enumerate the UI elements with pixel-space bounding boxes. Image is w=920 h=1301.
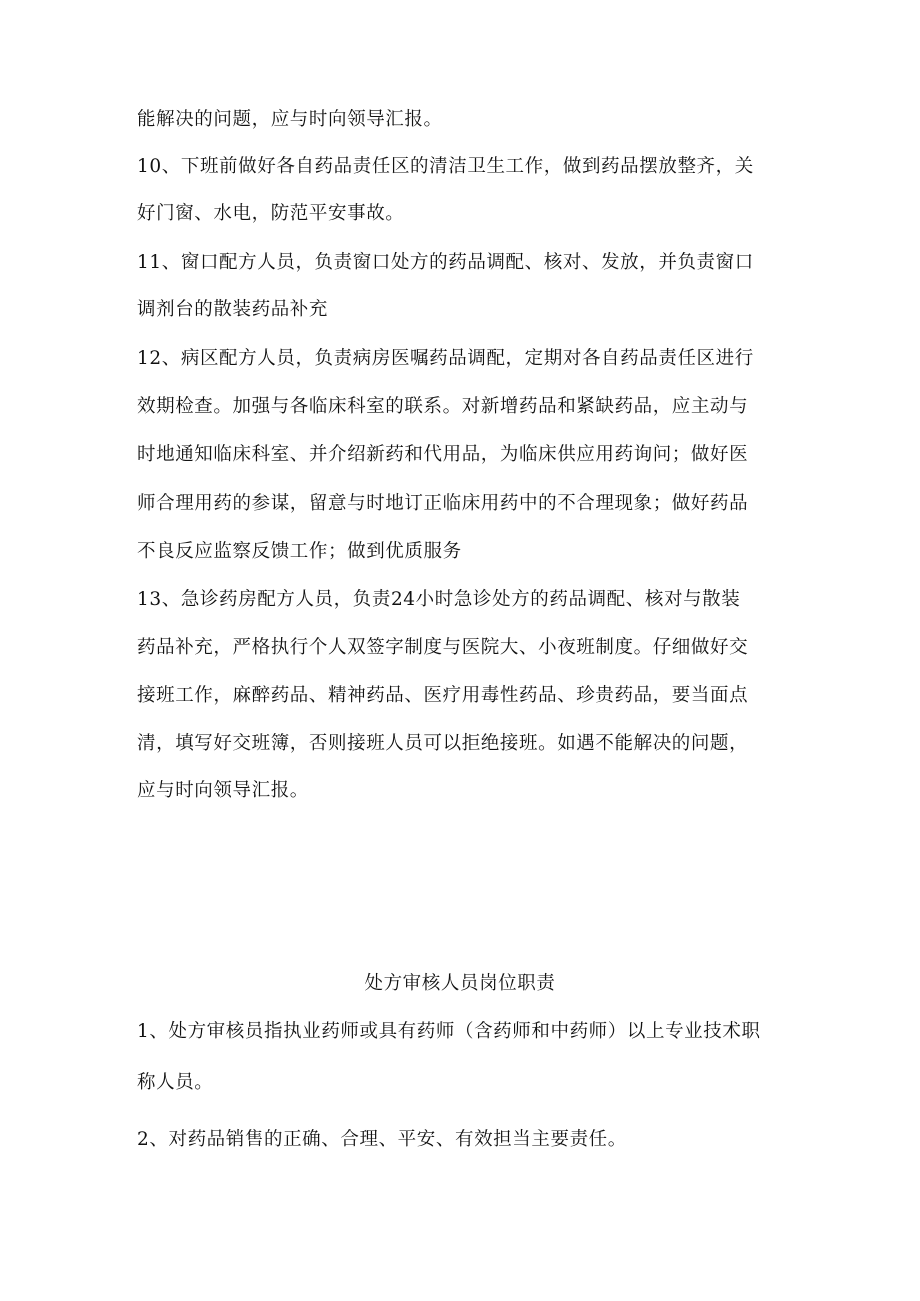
text-line: 应与时向领导汇报。 — [137, 780, 309, 801]
text-line: 师合理用药的参谋，留意与时地订正临床用药中的不合理现象；做好药品 — [137, 493, 749, 514]
text-line: 清，填写好交班簿，否则接班人员可以拒绝接班。如遇不能解决的问题， — [137, 733, 749, 754]
text-line: 称人员。 — [137, 1072, 214, 1093]
text-line: 时地通知临床科室、并介绍新药和代用品，为临床供应用药询问；做好医 — [137, 444, 749, 465]
text-line: 能解决的问题，应与时向领导汇报。 — [137, 109, 443, 130]
text-line: 12、病区配方人员，负责病房医嘱药品调配，定期对各自药品责任区进行 — [137, 348, 754, 369]
text-line: 效期检查。加强与各临床科室的联系。对新增药品和紧缺药品，应主动与 — [137, 396, 749, 417]
text-line: 不良反应监察反馈工作；做到优质服务 — [137, 541, 462, 562]
text-line: 好门窗、水电，防范平安事故。 — [137, 203, 405, 224]
text-line: 13、急诊药房配方人员，负责24小时急诊处方的药品调配、核对与散装 — [137, 589, 741, 610]
text-line: 1、处方审核员指执业药师或具有药师（含药师和中药师）以上专业技术职 — [137, 1021, 761, 1042]
text-line: 10、下班前做好各自药品责任区的清洁卫生工作，做到药品摆放整齐，关 — [137, 156, 754, 177]
text-line: 2、对药品销售的正确、合理、平安、有效担当主要责任。 — [137, 1129, 627, 1150]
text-line: 接班工作，麻醉药品、精神药品、医疗用毒性药品、珍贵药品，要当面点 — [137, 685, 749, 706]
text-line: 11、窗口配方人员，负责窗口处方的药品调配、核对、发放，并负责窗口 — [137, 252, 754, 273]
text-line: 药品补充，严格执行个人双签字制度与医院大、小夜班制度。仔细做好交 — [137, 637, 749, 658]
section-title: 处方审核人员岗位职责 — [364, 973, 556, 994]
text-line: 调剂台的散装药品补充 — [137, 299, 329, 320]
